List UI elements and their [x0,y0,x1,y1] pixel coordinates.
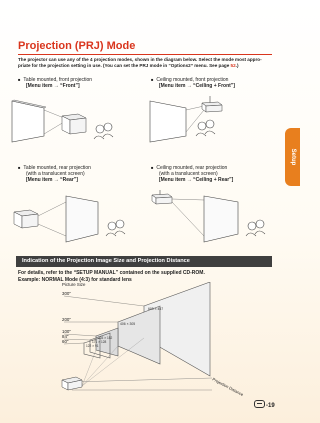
mode-menu-item: [Menu item → “Front”] [26,83,80,89]
page-reference-link[interactable]: 52 [230,63,236,68]
mode-label: Ceiling mounted, front projection [156,77,229,83]
mode-subtitle: (with a translucent screen) [159,171,218,177]
picture-size-label: Picture Size [62,282,86,287]
bullet-icon: ■ [18,165,21,170]
mode-menu-item: [Menu item → “Rear”] [26,177,78,183]
screen-label-200: 406 × 305 [120,322,136,326]
mode-table-front [18,77,148,89]
mode-label: Ceiling mounted, rear projection [156,165,228,171]
page-number-text: -19 [266,403,275,409]
setup-side-tab [285,128,300,186]
screen-label-84: 171 × 128 [92,340,107,344]
size-60: 60" [62,339,69,344]
table-front-illustration [8,96,148,146]
mode-menu-item: [Menu item → “Ceiling + Front”] [159,83,235,89]
section-header: Indication of the Projection Image Size and Projection Distance [16,256,272,267]
example-text: Example: NORMAL Mode (4:3) for standard lens [18,277,132,283]
ceiling-rear-illustration [146,190,286,248]
title-divider [18,54,272,55]
page-title: Projection (PRJ) Mode [18,40,136,52]
intro-text: The projector can use any of the 4 projection modes, shown in the diagram below. Select the mode most appro-priate for the projection setting in use. (You can set the PRJ mode in “Options2” menu. See page [18,57,262,68]
projection-distance-label: Projection Distance [211,376,245,398]
screen-label-100: 203 × 152 [98,336,113,340]
size-200: 200" [62,317,71,322]
bullet-icon: ■ [18,77,21,82]
refer-text: For details, refer to the “SETUP MANUAL” contained on the supplied CD-ROM. [18,270,205,276]
mode-table-rear [18,165,148,183]
screen-label-300: 609 × 457 [148,307,164,311]
size-100: 100" [62,329,71,334]
bullet-icon: ■ [151,165,154,170]
size-84: 84" [62,334,69,339]
mode-menu-item: [Menu item → “Ceiling + Rear”] [159,177,234,183]
size-300: 300" [62,291,71,296]
mode-label: Table mounted, front projection [23,77,93,83]
screen-200 [118,306,160,364]
intro-tail: .) [235,63,239,68]
page-number-icon [254,400,265,408]
intro-paragraph [18,57,273,69]
mode-subtitle: (with a translucent screen) [26,171,85,177]
projection-size-diagram [52,282,252,412]
table-rear-illustration [8,190,148,248]
mode-ceiling-rear [151,165,281,183]
page-number [254,400,275,409]
ceiling-front-illustration [146,96,286,146]
bullet-icon: ■ [151,77,154,82]
screen-label-60: 122 × 91 [86,344,99,348]
mode-label: Table mounted, rear projection [23,165,91,171]
mode-ceiling-front [151,77,281,89]
side-tab-label: Setup [289,148,296,166]
